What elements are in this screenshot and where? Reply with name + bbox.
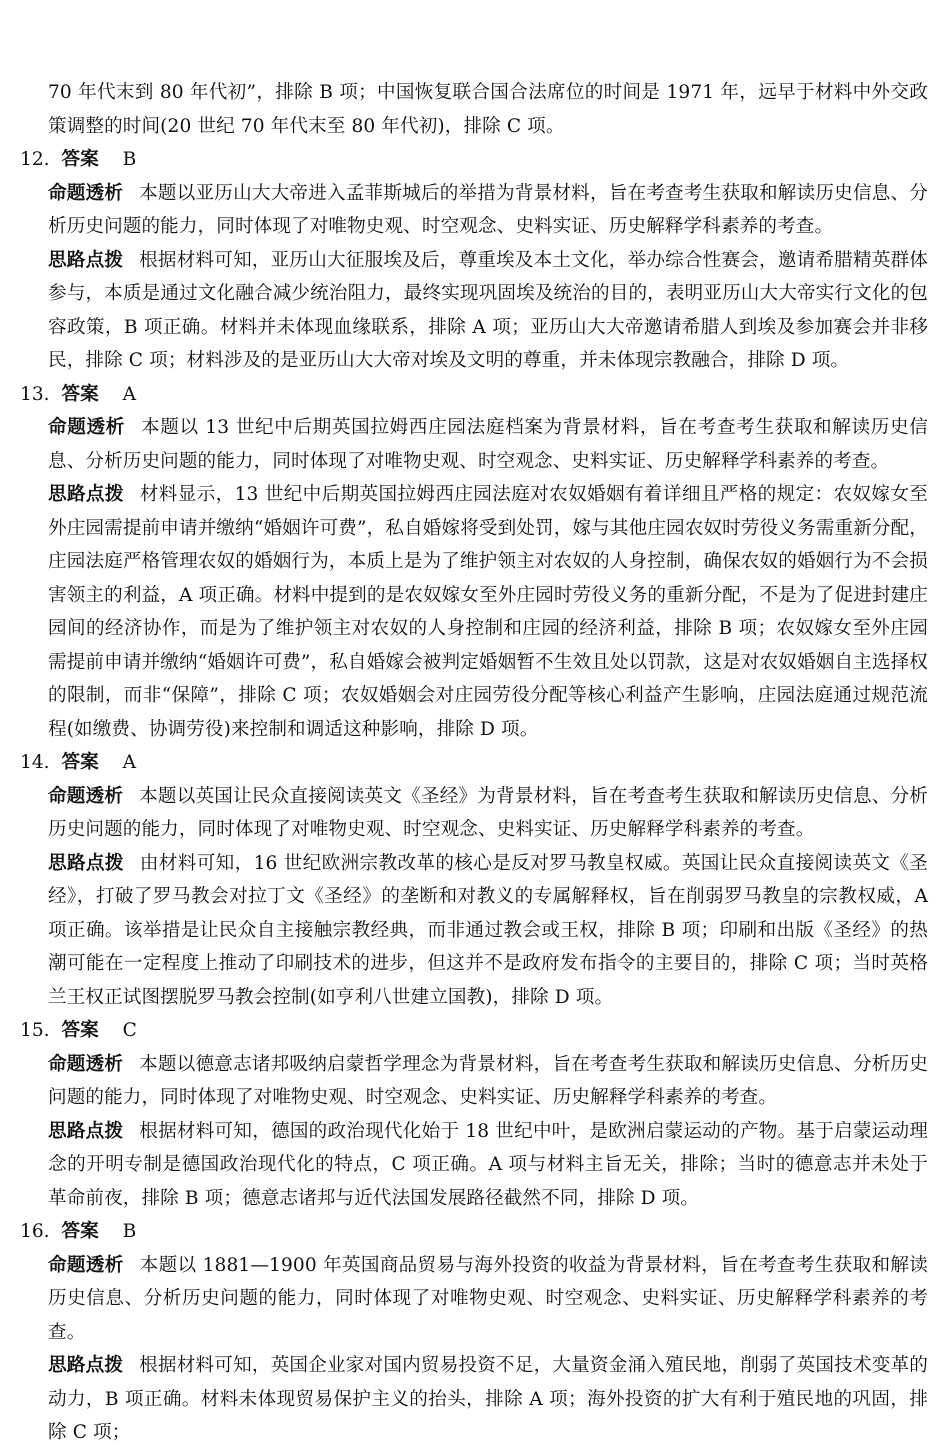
- question-14-analysis: [48, 847, 928, 1015]
- analysis-label: 思路点拨: [48, 249, 124, 271]
- question-number: 16.: [20, 1221, 50, 1242]
- answer-value: B: [122, 149, 137, 170]
- question-15-answer-line: [20, 1014, 928, 1048]
- question-16-analysis: [48, 1349, 928, 1450]
- analysis-label: 思路点拨: [48, 1355, 124, 1376]
- answer-value: B: [122, 1221, 137, 1242]
- insight-label: 命题透析: [48, 417, 125, 438]
- analysis-text: 材料显示，13 世纪中后期英国拉姆西庄园法庭对农奴婚姻有着详细且严格的规定：农奴嫁女至外庄园需提前申请并缴纳“婚姻许可费”，私自婚嫁将受到处罚，嫁与其他庄园农奴时劳役义务需重新分配，庄园法庭严格管理农奴的婚姻行为，本质上是为了维护领主对农奴的人身控制，确保农奴的婚姻行为不会损害领主的利益，A 项正确。材料中提到的是农奴嫁女至外庄园时劳役义务的重新分配，不是为了促进封建庄园间的经济协作，而是为了维护领主对农奴的人身控制和庄园的经济利益，排除 B 项；农奴嫁女至外庄园需提前申请并缴纳“婚姻许可费”，私自婚嫁会被判定婚姻暂不生效且处以罚款，这是对农奴婚姻自主选择权的限制，而非“保障”，排除 C 项；农奴婚姻会对庄园劳役分配等核心利益产生影响，庄园法庭通过规范流程(如缴费、协调劳役)来控制和调适这种影响，排除 D 项。: [48, 484, 929, 740]
- insight-text: 本题以 13 世纪中后期英国拉姆西庄园法庭档案为背景材料，旨在考查考生获取和解读历史信息、分析历史问题的能力，同时体现了对唯物史观、时空观念、史料实证、历史解释学科素养的考查。: [48, 417, 928, 472]
- analysis-text: 根据材料可知，英国企业家对国内贸易投资不足，大量资金涌入殖民地，削弱了英国技术变革的动力，B 项正确。材料未体现贸易保护主义的抬头，排除 A 项；海外投资的扩大有利于殖民地的巩固，排除 C 项；: [48, 1355, 928, 1443]
- analysis-label: 思路点拨: [48, 1120, 124, 1142]
- question-14-answer-line: [20, 746, 928, 780]
- analysis-text: 根据材料可知，亚历山大征服埃及后，尊重埃及本土文化，举办综合性赛会，邀请希腊精英群体参与，本质是通过文化融合减少统治阻力，最终实现巩固埃及统治的目的，表明亚历山大大帝实行文化的包容政策，B 项正确。材料并未体现血缘联系，排除 A 项；亚历山大大帝邀请希腊人到埃及参加赛会并非移民，排除 C 项；材料涉及的是亚历山大大帝对埃及文明的尊重，并未体现宗教融合，排除 D 项。: [48, 249, 928, 371]
- answer-label: 答案: [61, 1020, 99, 1041]
- question-16-answer-line: [20, 1215, 928, 1249]
- answer-label: 答案: [61, 1221, 99, 1242]
- answer-value: A: [122, 383, 137, 405]
- question-12-insight: [48, 177, 928, 244]
- question-13-insight: [48, 411, 928, 478]
- question-number: 15.: [20, 1020, 50, 1041]
- analysis-label: 思路点拨: [48, 852, 124, 874]
- answer-value: A: [122, 752, 137, 773]
- insight-text: 本题以亚历山大大帝进入孟菲斯城后的举措为背景材料，旨在考查考生获取和解读历史信息、分析历史问题的能力，同时体现了对唯物史观、时空观念、史料实证、历史解释学科素养的考查。: [48, 182, 928, 237]
- insight-text: 本题以 1881—1900 年英国商品贸易与海外投资的收益为背景材料，旨在考查考生获取和解读历史信息、分析历史问题的能力，同时体现了对唯物史观、时空观念、史料实证、历史解释学科素养的考查。: [48, 1254, 928, 1343]
- question-number: 14.: [20, 752, 50, 773]
- answer-value: C: [122, 1020, 137, 1041]
- question-12-answer-line: [20, 143, 928, 177]
- insight-label: 命题透析: [48, 1254, 124, 1276]
- question-number: 12.: [20, 149, 50, 170]
- analysis-label: 思路点拨: [48, 484, 124, 505]
- question-13-answer-line: [20, 378, 928, 412]
- insight-text: 本题以英国让民众直接阅读英文《圣经》为背景材料，旨在考查考生获取和解读历史信息、分析历史问题的能力，同时体现了对唯物史观、时空观念、史料实证、历史解释学科素养的考查。: [48, 785, 928, 840]
- insight-label: 命题透析: [48, 1053, 124, 1075]
- answer-label: 答案: [61, 149, 99, 170]
- question-12-analysis: [48, 244, 928, 378]
- answer-label: 答案: [61, 383, 99, 405]
- analysis-text: 由材料可知，16 世纪欧洲宗教改革的核心是反对罗马教皇权威。英国让民众直接阅读英文《圣经》，打破了罗马教会对拉丁文《圣经》的垄断和对教义的专属解释权，旨在削弱罗马教皇的宗教权威，A 项正确。该举措是让民众自主接触宗教经典，而非通过教会或王权，排除 B 项；印刷和出版《圣经》的热潮可能在一定程度上推动了印刷技术的进步，但这并不是政府发布指令的主要目的，排除 C 项；当时英格兰王权正试图摆脱罗马教会控制(如亨利八世建立国教)，排除 D 项。: [48, 852, 929, 1008]
- question-15-analysis: [48, 1115, 928, 1216]
- analysis-text: 根据材料可知，德国的政治现代化始于 18 世纪中叶，是欧洲启蒙运动的产物。基于启蒙运动理念的开明专制是德国政治现代化的特点，C 项正确。A 项与材料主旨无关，排除；当时的德意志并未处于革命前夜，排除 B 项；德意志诸邦与近代法国发展路径截然不同，排除 D 项。: [48, 1120, 928, 1209]
- intro-paragraph: 70 年代末到 80 年代初”，排除 B 项；中国恢复联合国合法席位的时间是 1971 年，远早于材料中外交政策调整的时间(20 世纪 70 年代末至 80 年代初)，排除 C 项。: [48, 82, 928, 137]
- question-14-insight: [48, 780, 928, 847]
- question-15-insight: [48, 1048, 928, 1115]
- answer-label: 答案: [61, 752, 99, 773]
- question-16-insight: [48, 1249, 928, 1350]
- question-13-analysis: [48, 478, 928, 746]
- insight-label: 命题透析: [48, 182, 124, 204]
- question-number: 13.: [20, 383, 50, 405]
- insight-text: 本题以德意志诸邦吸纳启蒙哲学理念为背景材料，旨在考查考生获取和解读历史信息、分析历史问题的能力，同时体现了对唯物史观、时空观念、史料实证、历史解释学科素养的考查。: [48, 1053, 928, 1108]
- insight-label: 命题透析: [48, 785, 124, 807]
